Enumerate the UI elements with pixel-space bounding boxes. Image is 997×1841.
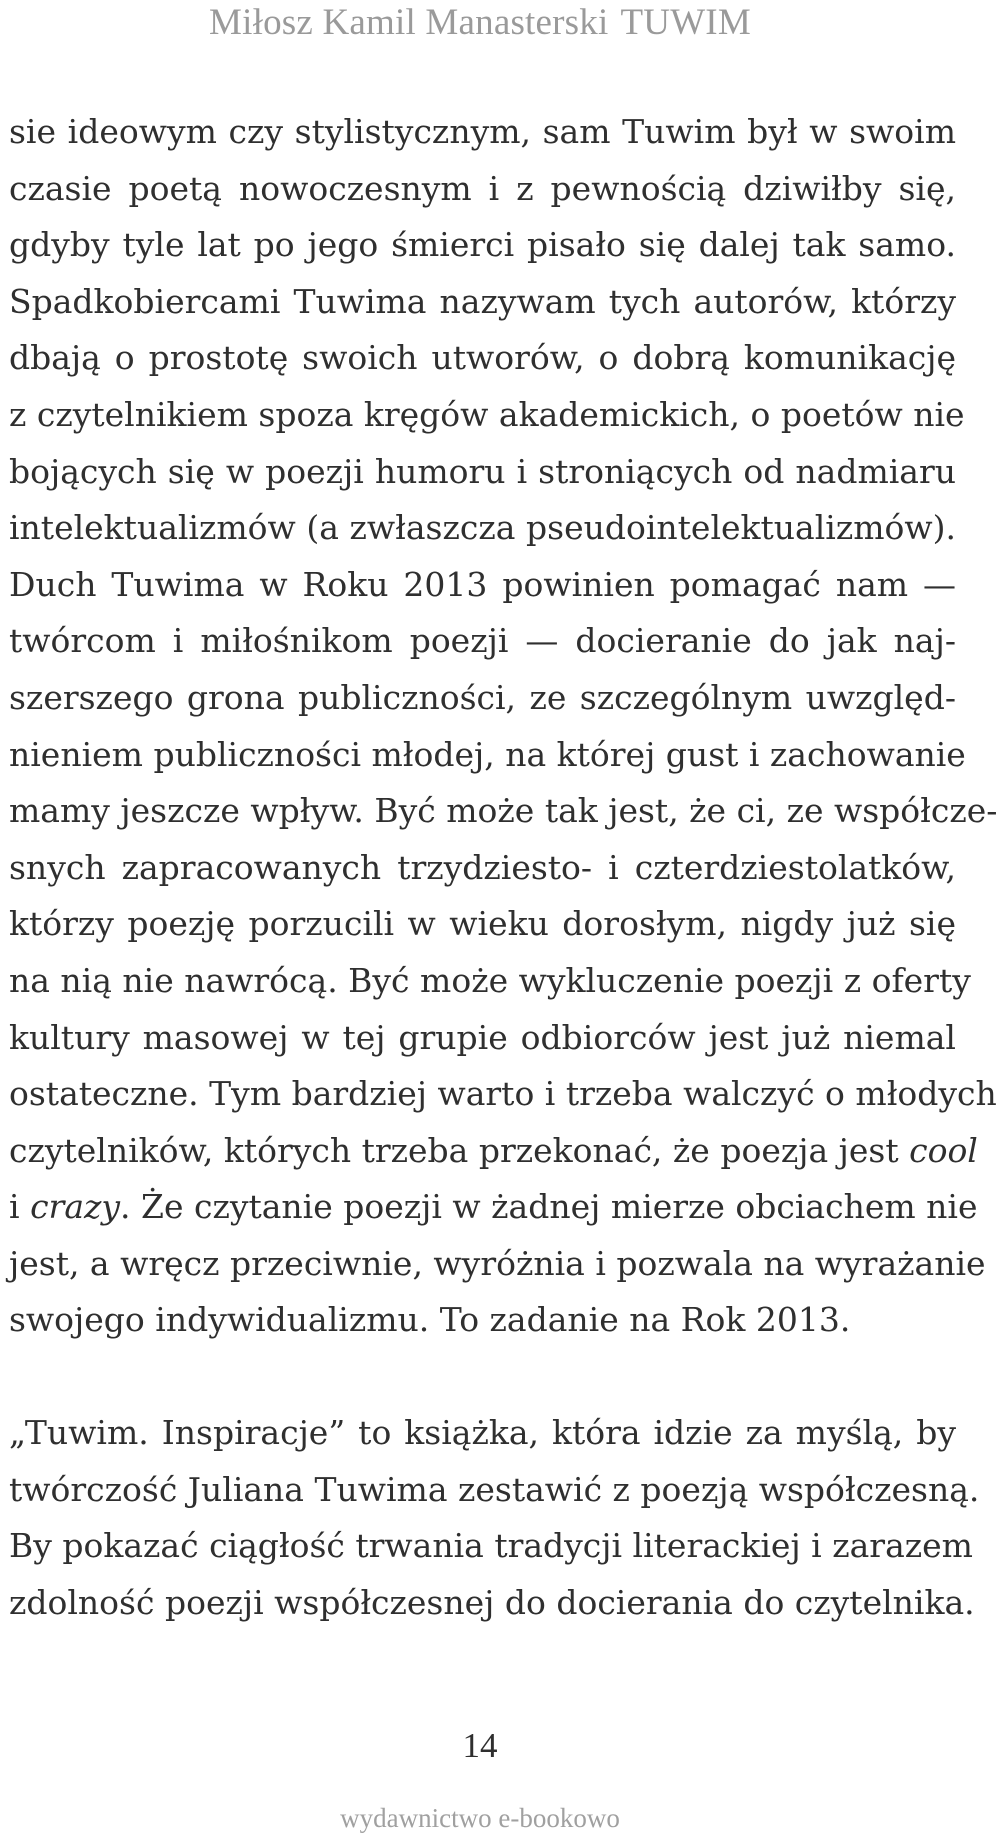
text-line: kultury masowej w tej grupie odbiorców jest już niemal [9, 1017, 956, 1057]
header-author: Miłosz Kamil Manasterski [209, 2, 609, 43]
text-line: którzy poezję porzucili w wieku dorosłym, nigdy już się [9, 904, 956, 944]
text-line: mamy jeszcze wpływ. Być może tak jest, że ci, ze współcze- [9, 791, 997, 831]
text-line: twórczość Juliana Tuwima zestawić z poezją współczesną. [9, 1469, 980, 1509]
italic-word-cool: cool [909, 1130, 978, 1170]
text-line: na nią nie nawrócą. Być może wykluczenie poezji z oferty [9, 960, 971, 1000]
text-segment: i [9, 1187, 20, 1227]
text-line: jest, a wręcz przeciwnie, wyróżnia i pozwala na wyrażanie [9, 1243, 986, 1283]
text-line: dbają o prostotę swoich utworów, o dobrą komunikację [9, 338, 956, 378]
text-line: bojących się w poezji humoru i stroniących od nadmiaru [9, 451, 956, 491]
text-line: „Tuwim. Inspiracje” to książka, która idzie za myślą, by [9, 1413, 956, 1453]
text-line: nieniem publiczności młodej, na której gust i zachowanie [9, 734, 966, 774]
text-line: gdyby tyle lat po jego śmierci pisało się dalej tak samo. [9, 225, 956, 265]
text-line: swojego indywidualizmu. To zadanie na Rok 2013. [9, 1300, 851, 1340]
text-line: szerszego grona publiczności, ze szczególnym uwzględ- [9, 677, 956, 717]
text-line: By pokazać ciągłość trwania tradycji literackiej i zarazem [9, 1526, 973, 1566]
page-body [9, 104, 997, 1631]
text-line: zdolność poezji współczesnej do docierania do czytelnika. [9, 1582, 975, 1622]
text-line: sie ideowym czy stylistycznym, sam Tuwim był w swoim [9, 112, 956, 151]
text-segment: . Że czytanie poezji w żadnej mierze obciachem nie [120, 1187, 978, 1227]
text-line: twórcom i miłośnikom poezji — docieranie do jak naj- [9, 621, 956, 661]
text-line [9, 1123, 978, 1180]
text-line: ostateczne. Tym bardziej warto i trzeba walczyć o młodych [9, 1074, 997, 1114]
paragraph-2 [9, 1405, 980, 1631]
text-line: z czytelnikiem spoza kręgów akademickich, o poetów nie [9, 394, 965, 434]
paragraph-1 [9, 104, 997, 1349]
text-line: Duch Tuwima w Roku 2013 powinien pomagać nam — [9, 564, 956, 604]
text-line: intelektualizmów (a zwłaszcza pseudointelektualizmów). [9, 508, 956, 548]
text-line: snych zapracowanych trzydziesto- i czterdziestolatków, [9, 847, 956, 887]
paragraph-gap [9, 1349, 956, 1405]
running-header [0, 0, 960, 48]
text-line [9, 1179, 978, 1236]
publisher-footer: wydawnictwo e-bookowo [340, 1803, 620, 1833]
text-line: czasie poetą nowoczesnym i z pewnością dziwiłby się, [9, 168, 956, 208]
italic-word-crazy: crazy [30, 1187, 121, 1227]
page-number: 14 [462, 1726, 498, 1765]
header-title: TUWIM [620, 2, 751, 43]
text-segment: czytelników, których trzeba przekonać, że poezja jest [9, 1130, 899, 1170]
text-line: Spadkobiercami Tuwima nazywam tych autorów, którzy [9, 281, 956, 321]
